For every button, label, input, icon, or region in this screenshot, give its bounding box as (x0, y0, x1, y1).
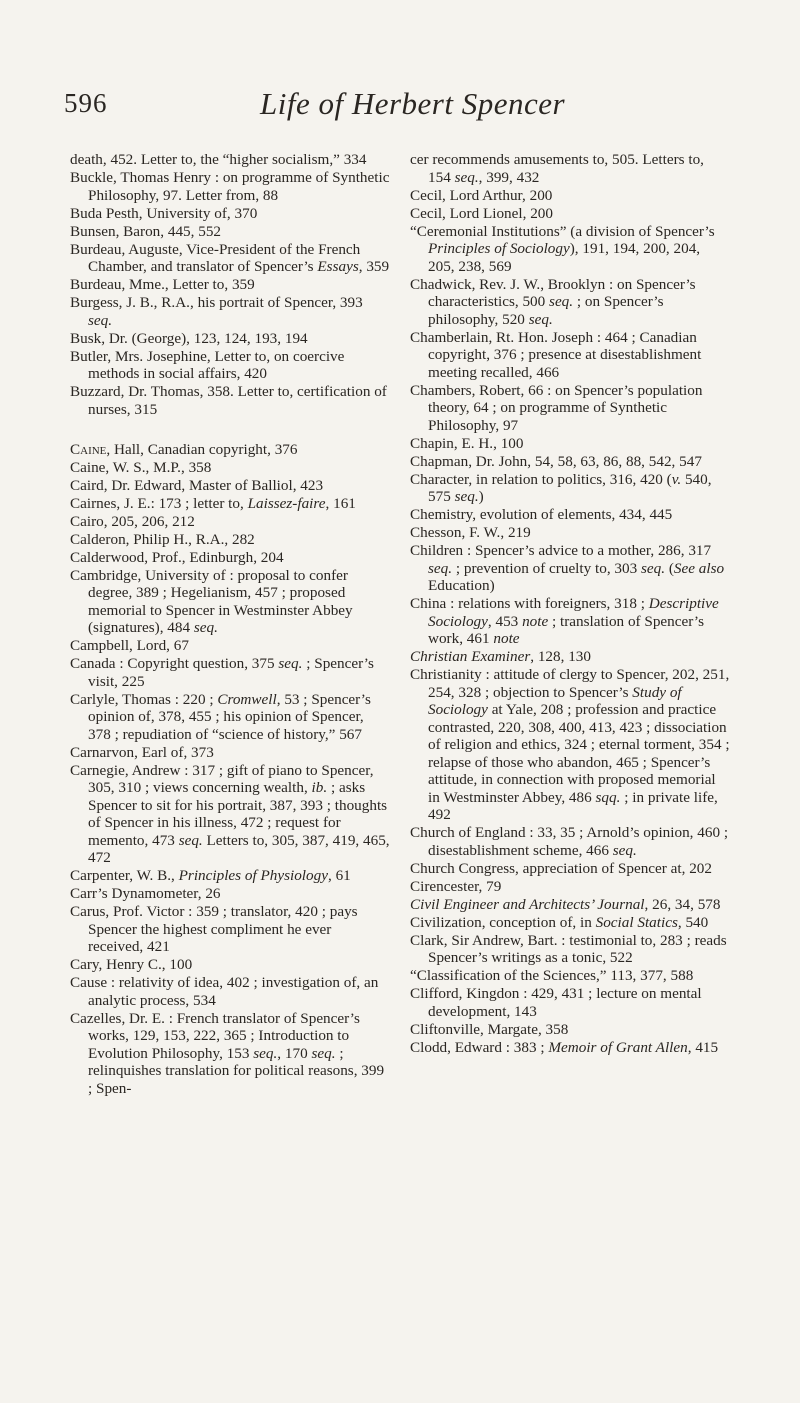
index-entry: Chadwick, Rev. J. W., Brooklyn : on Spencer’s characteristics, 500 seq. ; on Spencer’s philosophy, 520 seq. (410, 275, 696, 328)
index-entry: Carr’s Dynamometer, 26 (70, 885, 221, 902)
index-entry: Buckle, Thomas Henry : on programme of Synthetic Philosophy, 97. Letter from, 88 (70, 169, 390, 204)
index-entry: Butler, Mrs. Josephine, Letter to, on coercive methods in social affairs, 420 (70, 347, 345, 382)
index-entry: Carlyle, Thomas : 220 ; Cromwell, 53 ; Spencer’s opinion of, 378, 455 ; his opinion of Spencer, 378 ; repudiation of “science of history,” 567 (70, 690, 371, 743)
index-entry: Church of England : 33, 35 ; Arnold’s opinion, 460 ; disestablishment scheme, 466 seq. (410, 824, 729, 859)
page-header (64, 88, 740, 138)
index-entry: Cairo, 205, 206, 212 (70, 512, 195, 530)
index-entry: Busk, Dr. (George), 123, 124, 193, 194 (70, 329, 308, 347)
index-entry: Burdeau, Auguste, Vice-President of the French Chamber, and translator of Spencer’s Essays, 359 (70, 240, 390, 275)
index-entry: Burgess, J. B., R.A., his portrait of Spencer, 393 seq. (70, 294, 363, 329)
index-entry: cer recommends amusements to, 505. Letters to, 154 seq., 399, 432 (410, 151, 704, 186)
index-entry: Cambridge, University of : proposal to confer degree, 389 ; Hegelianism, 457 ; proposed memorial to Spencer in Westminster Abbey (signatures), 484 seq. (70, 566, 353, 636)
index-entry: Clodd, Edward : 383 ; Memoir of Grant Allen, 415 (410, 1038, 719, 1056)
index-entry: Civilization, conception of, in Social Statics, 540 (410, 913, 709, 931)
index-entry: Carus, Prof. Victor : 359 ; translator, 420 ; pays Spencer the highest compliment he ever received, 421 (70, 903, 358, 955)
index-entry: Chemistry, evolution of elements, 434, 445 (410, 506, 673, 523)
index-entry: “Classification of the Sciences,” 113, 377, 588 (410, 967, 694, 984)
index-entry: Bunsen, Baron, 445, 552 (70, 222, 222, 240)
index-entry: Christian Examiner, 128, 130 (410, 648, 591, 665)
index-entry: Caird, Dr. Edward, Master of Balliol, 423 (70, 476, 324, 494)
index-entry: Cazelles, Dr. E. : French translator of Spencer’s works, 129, 153, 222, 365 ; Introduction to Evolution Philosophy, 153 seq., 170 seq. ; relinquishes translation for political reasons, 399 ; Spen- (70, 1009, 385, 1097)
page-number: 596 (64, 88, 108, 118)
index-entry: Calderwood, Prof., Edinburgh, 204 (70, 548, 284, 566)
index-entry: Carnegie, Andrew : 317 ; gift of piano to Spencer, 305, 310 ; views concerning wealth, ib. ; asks Spencer to sit for his portrait, 387, 393 ; thoughts of Spencer in his illness, 472 ; request for memento, 473 seq. Letters to, 305, 387, 419, 465, 472 (70, 761, 390, 866)
index-entry: Church Congress, appreciation of Spencer at, 202 (410, 859, 712, 877)
letter-section-gap (70, 419, 390, 441)
index-entry: Chesson, F. W., 219 (410, 524, 531, 541)
index-entry: Cecil, Lord Arthur, 200 (410, 186, 553, 204)
index-entry: Buda Pesth, University of, 370 (70, 204, 258, 222)
index-column-right (410, 151, 730, 1098)
index-entry: Cecil, Lord Lionel, 200 (410, 204, 553, 222)
index-entry: Clark, Sir Andrew, Bart. : testimonial to, 283 ; reads Spencer’s writings as a tonic, 522 (410, 931, 727, 966)
index-entry: Caine, W. S., M.P., 358 (70, 458, 212, 476)
index-entry: Burdeau, Mme., Letter to, 359 (70, 276, 255, 293)
index-entry: Buzzard, Dr. Thomas, 358. Letter to, certification of nurses, 315 (70, 383, 387, 418)
index-entry: “Ceremonial Institutions” (a division of Spencer’s Principles of Sociology), 191, 194, 200, 204, 205, 238, 569 (410, 222, 715, 275)
running-head: Life of Herbert Spencer (260, 86, 566, 121)
index-entry: Christianity : attitude of clergy to Spencer, 202, 251, 254, 328 ; objection to Spencer’s Study of Sociology at Yale, 208 ; profession and practice contrasted, 220, 308, 400, 413, 423 ; dissociation of religion and ethics, 324 ; eternal torment, 354 ; relapse of those who abandon, 465 ; Spencer’s attitude, in connection with proposed memorial in Westminster Abbey, 486 sqq. ; in private life, 492 (410, 666, 730, 823)
index-entry: Cliftonville, Margate, 358 (410, 1020, 569, 1038)
index-entry: Canada : Copyright question, 375 seq. ; Spencer’s visit, 225 (70, 655, 374, 690)
index-entry: Character, in relation to politics, 316, 420 (v. 540, 575 seq.) (410, 470, 712, 505)
index-entry: Children : Spencer’s advice to a mother, 286, 317 seq. ; prevention of cruelty to, 303 seq. (See also Education) (410, 542, 725, 594)
index-entry: Carpenter, W. B., Principles of Physiology, 61 (70, 867, 351, 884)
index-column-left (70, 151, 390, 1098)
index-entry: Chapman, Dr. John, 54, 58, 63, 86, 88, 542, 547 (410, 452, 702, 470)
index-entry: Chapin, E. H., 100 (410, 434, 524, 452)
index-entry: death, 452. Letter to, the “higher socialism,” 334 (70, 151, 367, 168)
index-entry: China : relations with foreigners, 318 ; Descriptive Sociology, 453 note ; translation of Spencer’s work, 461 note (410, 595, 719, 647)
index-entry: Chamberlain, Rt. Hon. Joseph : 464 ; Canadian copyright, 376 ; presence at disestablishment meeting recalled, 466 (410, 328, 702, 381)
index-columns (70, 151, 730, 1098)
index-entry: Calderon, Philip H., R.A., 282 (70, 530, 255, 548)
index-entry: Cause : relativity of idea, 402 ; investigation of, an analytic process, 534 (70, 974, 379, 1009)
index-entry: Chambers, Robert, 66 : on Spencer’s population theory, 64 ; on programme of Synthetic Philosophy, 97 (410, 381, 703, 434)
index-entry: Cirencester, 79 (410, 877, 502, 895)
index-entry: Cary, Henry C., 100 (70, 956, 193, 973)
index-entry: Civil Engineer and Architects’ Journal, 26, 34, 578 (410, 895, 721, 913)
index-entry: Clifford, Kingdon : 429, 431 ; lecture on mental development, 143 (410, 985, 702, 1020)
index-entry: Cairnes, J. E.: 173 ; letter to, Laissez-faire, 161 (70, 494, 356, 512)
index-entry: Carnarvon, Earl of, 373 (70, 743, 214, 761)
index-entry: Campbell, Lord, 67 (70, 637, 189, 654)
index-entry: Caine, Hall, Canadian copyright, 376 (70, 440, 298, 458)
